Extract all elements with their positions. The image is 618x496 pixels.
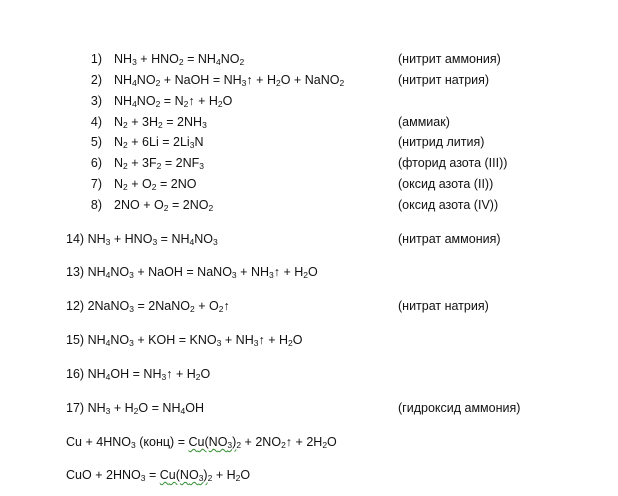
formula-text: 2NaNO$_3$ = 2NaNO$_2$ + $O_2↑$: [87, 299, 230, 314]
reaction-equation: [114, 93, 232, 109]
formula-text: $NH_3 + H_2O = NH_4OH$: [87, 401, 204, 416]
compound-name: (нитрат аммония): [398, 232, 501, 246]
formula-text: $NH_3 + HNO_3 = NH_4NO_3$: [87, 232, 218, 247]
reaction-row: [84, 93, 618, 109]
reaction-number: 15): [66, 333, 85, 347]
reaction-row: [66, 298, 618, 314]
reaction-equation: [114, 176, 197, 192]
formula-text: $NH_4NO_2$ + NaOH = $NH_3↑ + H_2O$ + NaNO$_2$: [114, 73, 345, 88]
reaction-number: 7): [90, 177, 102, 191]
compound-name: (фторид азота (III)): [398, 156, 508, 170]
reaction-number: 14): [66, 232, 85, 246]
reaction-number: 4): [90, 115, 102, 129]
reaction-equation: [66, 264, 318, 280]
reaction-row: [66, 434, 618, 450]
reaction-equation: [114, 155, 204, 171]
formula-text: $NH_3 + HNO_2 = NH_4NO_2$: [114, 52, 245, 67]
reaction-number: 2): [90, 73, 102, 87]
reaction-number: 5): [90, 135, 102, 149]
compound-name: (оксид азота (II)): [398, 177, 494, 191]
reaction-number: 13): [66, 265, 85, 279]
formula-text: $NH_4NO_3$ + KOH = $KNO_3$ + $NH_3↑ + H_2O$: [87, 333, 303, 348]
compound-name: (нитрит натрия): [398, 73, 490, 87]
reaction-equation: [114, 134, 203, 150]
reaction-number: 8): [90, 198, 102, 212]
reaction-row: [84, 197, 618, 213]
reaction-equation: [114, 51, 244, 67]
reaction-row: [66, 332, 618, 348]
formula-text: $Cu + 4HNO_3$ (конц) = $Cu(NO_3)_2$ + $2NO_2↑ + 2H_2O$: [66, 435, 337, 450]
reaction-row: [84, 51, 618, 67]
reaction-row: [66, 231, 618, 247]
reaction-equation: [114, 72, 344, 88]
reaction-equation: [66, 467, 250, 483]
formula-text: $N_2 + O_2 = 2NO$: [114, 177, 197, 192]
reaction-row: [84, 134, 618, 150]
reaction-number: 16): [66, 367, 85, 381]
formula-text: $NH_4NO_3$ + NaOH = NaNO$_3$ + $NH_3↑ + H_2O$: [87, 265, 318, 280]
reaction-row: [84, 176, 618, 192]
reaction-equation: [66, 434, 337, 450]
reaction-row: [66, 400, 618, 416]
formula-text: CuO + $2HNO_3 = Cu(NO_3)_2 + H_2O$: [66, 468, 251, 483]
reaction-number: 6): [90, 156, 102, 170]
compound-name: (оксид азота (IV)): [398, 198, 499, 212]
reaction-row: [66, 467, 618, 483]
compound-name: (аммиак): [398, 115, 450, 129]
formula-text: $NH_4OH$ = $NH_3↑ + H_2O$: [87, 367, 211, 382]
compound-name: (гидроксид аммония): [398, 401, 521, 415]
spellcheck-marked-text: $Cu(NO_3)$: [188, 435, 237, 450]
reaction-equation: [66, 366, 210, 382]
reaction-number: 3): [90, 94, 102, 108]
reaction-number: 1): [90, 52, 102, 66]
reaction-equation: [66, 332, 302, 348]
reaction-number: 12): [66, 299, 85, 313]
reaction-row: [84, 114, 618, 130]
reaction-equation: [114, 114, 207, 130]
formula-text: $NH_4NO_2$ = $N_2↑ + H_2O$: [114, 94, 233, 109]
reaction-number: 17): [66, 401, 85, 415]
compound-name: (нитрат натрия): [398, 299, 489, 313]
reaction-equation: [114, 197, 213, 213]
reaction-equation: [66, 400, 204, 416]
compound-name: (нитрит аммония): [398, 52, 501, 66]
spellcheck-marked-text: $Cu(NO_3)$: [159, 468, 208, 483]
reaction-equation: [66, 231, 218, 247]
reaction-equation: [66, 298, 230, 314]
compound-name: (нитрид лития): [398, 135, 485, 149]
reaction-row: [84, 155, 618, 171]
reaction-row: [66, 366, 618, 382]
reaction-row: [66, 264, 618, 280]
formula-text: $N_2 + 3H_2 = 2NH_3$: [114, 115, 207, 130]
formula-text: $N_2 + 3F_2 = 2NF_3$: [114, 156, 205, 171]
formula-text: $2NO + O_2 = 2NO_2$: [114, 198, 214, 213]
reaction-row: [84, 72, 618, 88]
formula-text: $N_2 + 6Li = 2Li_3N$: [114, 135, 204, 150]
